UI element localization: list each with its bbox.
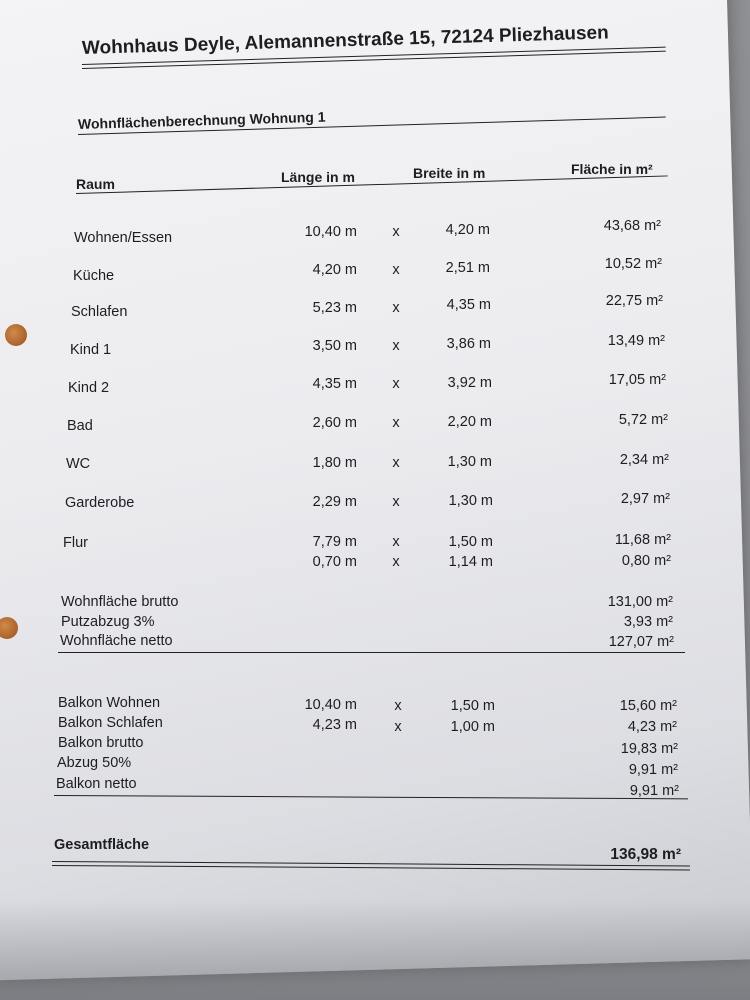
room-area: 17,05 m²	[608, 372, 666, 388]
room-name: Bad	[67, 418, 93, 434]
balkon-summary-label: Balkon netto	[56, 776, 137, 792]
times-sign: x	[392, 300, 400, 316]
balkon-label: Balkon Schlafen	[58, 715, 163, 731]
header-flaeche: Fläche in m²	[571, 161, 653, 177]
header-laenge: Länge in m	[281, 169, 355, 185]
room-length: 10,40 m	[304, 224, 357, 240]
room-area: 0,80 m²	[621, 553, 671, 569]
room-width: 1,30 m	[448, 493, 493, 509]
header-breite: Breite in m	[413, 165, 486, 181]
document-title: Wohnhaus Deyle, Alemannenstraße 15, 72124 Pliezhausen	[81, 22, 610, 59]
header-underline	[76, 175, 668, 194]
room-length: 7,79 m	[312, 534, 357, 550]
summary-label: Wohnfläche netto	[60, 633, 173, 649]
room-name: Flur	[63, 535, 88, 551]
room-name: Garderobe	[65, 495, 135, 511]
summary-label: Wohnfläche brutto	[61, 594, 179, 610]
balkon-area: 4,23 m²	[627, 719, 677, 735]
balkon-width: 1,00 m	[450, 719, 495, 735]
summary-value: 127,07 m²	[608, 634, 674, 650]
summary-value: 131,00 m²	[607, 594, 673, 610]
room-length: 0,70 m	[312, 554, 357, 570]
room-width: 2,20 m	[447, 414, 492, 430]
room-name: WC	[66, 456, 91, 472]
room-width: 4,35 m	[446, 297, 491, 313]
room-width: 1,14 m	[448, 554, 493, 570]
room-name: Küche	[73, 268, 115, 284]
header-raum: Raum	[76, 176, 115, 192]
room-name: Kind 1	[70, 342, 112, 358]
times-sign: x	[392, 262, 400, 278]
balkon-summary-label: Abzug 50%	[57, 755, 132, 771]
room-area: 2,34 m²	[619, 452, 669, 468]
room-length: 4,35 m	[312, 376, 357, 392]
room-width: 4,20 m	[445, 222, 490, 238]
times-sign: x	[394, 719, 402, 735]
balkon-summary-value: 9,91 m²	[628, 762, 678, 778]
summary-label: Putzabzug 3%	[61, 614, 155, 630]
total-label: Gesamtfläche	[54, 837, 150, 853]
room-area: 11,68 m²	[614, 532, 671, 548]
room-area: 13,49 m²	[607, 333, 665, 349]
times-sign: x	[392, 494, 400, 510]
times-sign: x	[392, 455, 400, 471]
balkon-width: 1,50 m	[450, 698, 495, 714]
total-value: 136,98 m²	[610, 846, 681, 863]
room-name: Kind 2	[68, 380, 110, 396]
room-width: 1,50 m	[448, 534, 493, 550]
room-name: Schlafen	[71, 304, 128, 320]
room-name: Wohnen/Essen	[74, 230, 173, 246]
room-width: 3,92 m	[447, 375, 492, 391]
times-sign: x	[392, 338, 400, 354]
room-width: 3,86 m	[446, 336, 491, 352]
balkon-length: 4,23 m	[312, 717, 357, 733]
times-sign: x	[392, 415, 400, 431]
room-length: 5,23 m	[312, 300, 357, 316]
room-area: 5,72 m²	[618, 412, 668, 428]
times-sign: x	[392, 534, 400, 550]
room-length: 1,80 m	[312, 455, 357, 471]
room-length: 2,29 m	[312, 494, 357, 510]
room-area: 22,75 m²	[605, 293, 663, 309]
times-sign: x	[392, 224, 400, 240]
balkon-summary-value: 19,83 m²	[620, 741, 678, 757]
room-width: 2,51 m	[445, 260, 490, 276]
room-area: 2,97 m²	[620, 491, 670, 507]
summary-value: 3,93 m²	[623, 614, 673, 630]
summary-underline	[58, 652, 685, 653]
section-subtitle: Wohnflächenberechnung Wohnung 1	[77, 108, 326, 132]
balkon-length: 10,40 m	[304, 697, 357, 713]
balkon-label: Balkon Wohnen	[58, 695, 161, 711]
room-area: 43,68 m²	[603, 218, 661, 234]
times-sign: x	[394, 698, 402, 714]
room-length: 4,20 m	[312, 262, 357, 278]
balkon-summary-label: Balkon brutto	[58, 735, 144, 751]
room-length: 2,60 m	[312, 415, 357, 431]
room-width: 1,30 m	[447, 454, 492, 470]
balkon-summary-value: 9,91 m²	[629, 783, 679, 799]
times-sign: x	[392, 376, 400, 392]
room-area: 10,52 m²	[604, 256, 662, 272]
times-sign: x	[392, 554, 400, 570]
balkon-area: 15,60 m²	[619, 698, 677, 714]
room-length: 3,50 m	[312, 338, 357, 354]
